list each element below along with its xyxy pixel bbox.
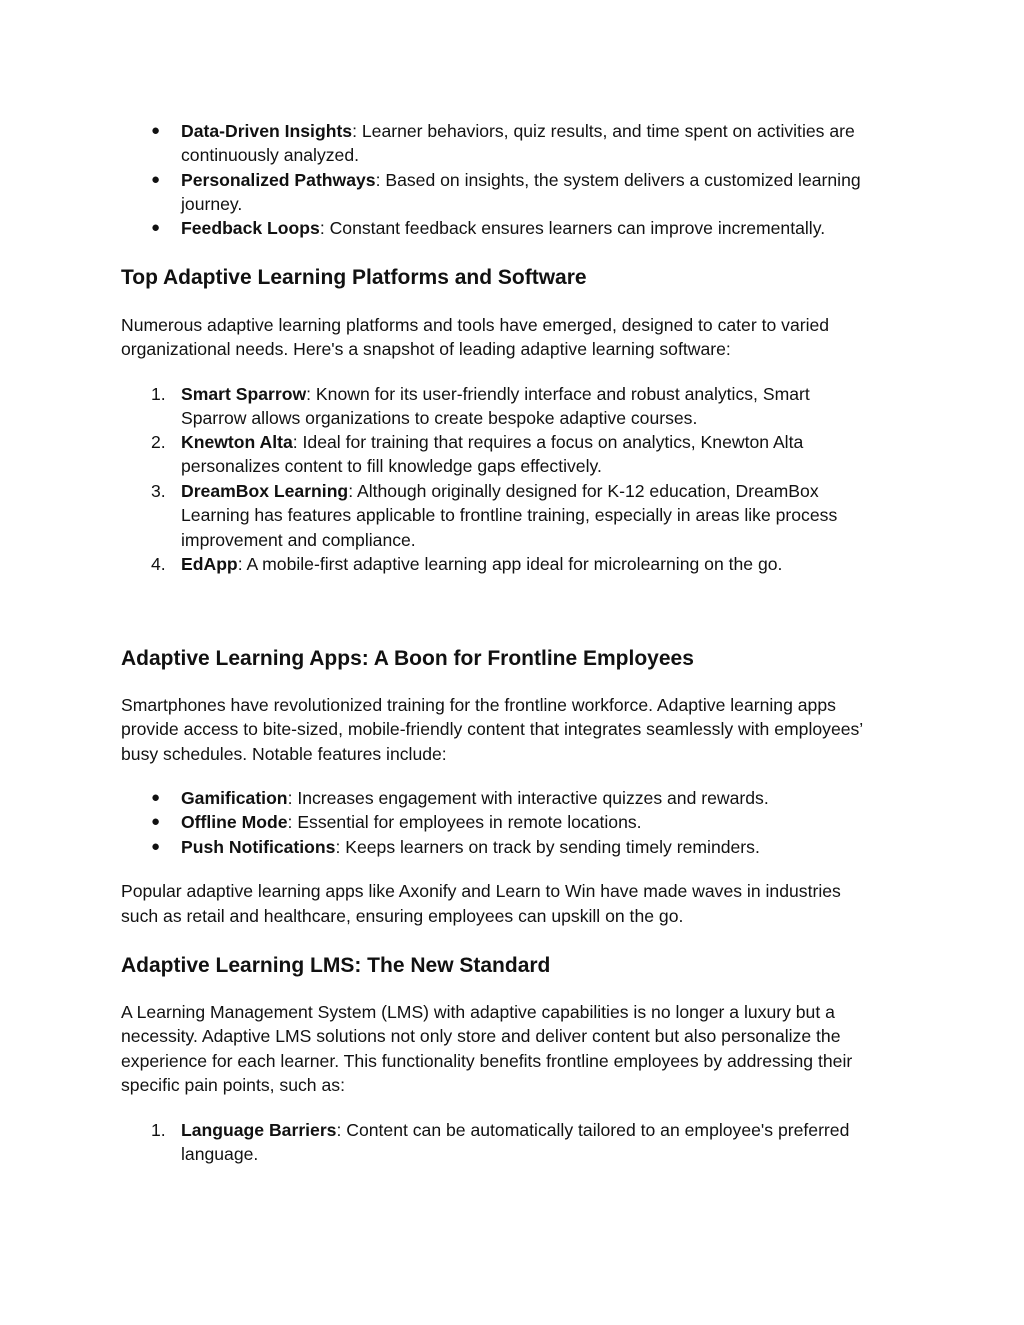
bullet-marker: ● xyxy=(151,219,161,236)
list-item-term: EdApp xyxy=(181,554,238,574)
list-item-term: Push Notifications xyxy=(181,837,336,857)
list-item xyxy=(181,1118,849,1142)
list-item-text: : Based on insights, the system delivers a customized learning xyxy=(375,170,861,190)
list-item xyxy=(181,216,825,240)
list-item-continuation: improvement and compliance. xyxy=(181,530,416,550)
list-item-term: Feedback Loops xyxy=(181,218,320,238)
list-item-continuation: language. xyxy=(181,1144,259,1164)
paragraph-line: specific pain points, such as: xyxy=(121,1075,345,1095)
bullet-marker: ● xyxy=(151,789,161,806)
bullet-marker: ● xyxy=(151,813,161,830)
list-item-continuation: journey. xyxy=(181,194,243,214)
paragraph-line: A Learning Management System (LMS) with adaptive capabilities is no longer a luxury but a xyxy=(121,1002,835,1022)
bullet-marker: ● xyxy=(151,122,161,139)
list-item-continuation: Sparrow allows organizations to create bespoke adaptive courses. xyxy=(181,408,698,428)
paragraph-line: busy schedules. Notable features include: xyxy=(121,744,447,764)
list-item-continuation: Learning has features applicable to frontline training, especially in areas like process xyxy=(181,505,838,525)
list-number: 1. xyxy=(151,384,166,404)
list-item-term: Data-Driven Insights xyxy=(181,121,353,141)
paragraph-line: such as retail and healthcare, ensuring employees can upskill on the go. xyxy=(121,906,684,926)
list-item-continuation: continuously analyzed. xyxy=(181,145,360,165)
list-item xyxy=(181,786,769,810)
list-item-term: Language Barriers xyxy=(181,1120,337,1140)
list-item-text: : A mobile-first adaptive learning app ideal for microlearning on the go. xyxy=(237,554,783,574)
list-item xyxy=(181,382,810,406)
list-item-text: : Content can be automatically tailored to an employee's preferred xyxy=(336,1120,850,1140)
list-item-text: : Increases engagement with interactive quizzes and rewards. xyxy=(287,788,769,808)
list-item-text: : Constant feedback ensures learners can improve incrementally. xyxy=(319,218,826,238)
list-item-text: : Ideal for training that requires a focus on analytics, Knewton Alta xyxy=(292,432,804,452)
list-item-term: Gamification xyxy=(181,788,288,808)
paragraph-line: Smartphones have revolutionized training for the frontline workforce. Adaptive learning apps xyxy=(121,695,836,715)
bullet-marker: ● xyxy=(151,838,161,855)
paragraph-line: Popular adaptive learning apps like Axonify and Learn to Win have made waves in industries xyxy=(121,881,841,901)
paragraph-line: necessity. Adaptive LMS solutions not only store and deliver content but also personalize the xyxy=(121,1026,841,1046)
list-item-text: : Known for its user-friendly interface and robust analytics, Smart xyxy=(306,384,810,404)
section-heading: Adaptive Learning LMS: The New Standard xyxy=(121,954,551,977)
list-item-text: : Keeps learners on track by sending timely reminders. xyxy=(335,837,760,857)
list-item-term: Offline Mode xyxy=(181,812,288,832)
list-item-term: DreamBox Learning xyxy=(181,481,349,501)
list-item xyxy=(181,119,855,143)
list-number: 2. xyxy=(151,432,166,452)
list-item-text: : Essential for employees in remote locations. xyxy=(287,812,642,832)
paragraph-line: experience for each learner. This functionality benefits frontline employees by addressing their xyxy=(121,1051,853,1071)
list-item-text: : Although originally designed for K-12 education, DreamBox xyxy=(348,481,819,501)
list-item xyxy=(181,479,819,503)
list-item-continuation: personalizes content to fill knowledge gaps effectively. xyxy=(181,456,602,476)
list-item xyxy=(181,552,782,576)
list-item-text: : Learner behaviors, quiz results, and time spent on activities are xyxy=(352,121,855,141)
list-number: 4. xyxy=(151,554,166,574)
list-item xyxy=(181,168,861,192)
paragraph-line: Numerous adaptive learning platforms and tools have emerged, designed to cater to varied xyxy=(121,315,830,335)
paragraph-line: provide access to bite-sized, mobile-friendly content that integrates seamlessly with employees’ xyxy=(121,719,864,739)
list-item-term: Smart Sparrow xyxy=(181,384,307,404)
section-heading: Adaptive Learning Apps: A Boon for Frontline Employees xyxy=(121,647,694,670)
list-item-term: Knewton Alta xyxy=(181,432,293,452)
list-item-term: Personalized Pathways xyxy=(181,170,376,190)
list-item xyxy=(181,835,760,859)
list-number: 3. xyxy=(151,481,166,501)
list-item xyxy=(181,810,642,834)
bullet-marker: ● xyxy=(151,171,161,188)
paragraph-line: organizational needs. Here's a snapshot of leading adaptive learning software: xyxy=(121,339,731,359)
list-number: 1. xyxy=(151,1120,166,1140)
list-item xyxy=(181,430,803,454)
section-heading: Top Adaptive Learning Platforms and Software xyxy=(121,266,587,289)
